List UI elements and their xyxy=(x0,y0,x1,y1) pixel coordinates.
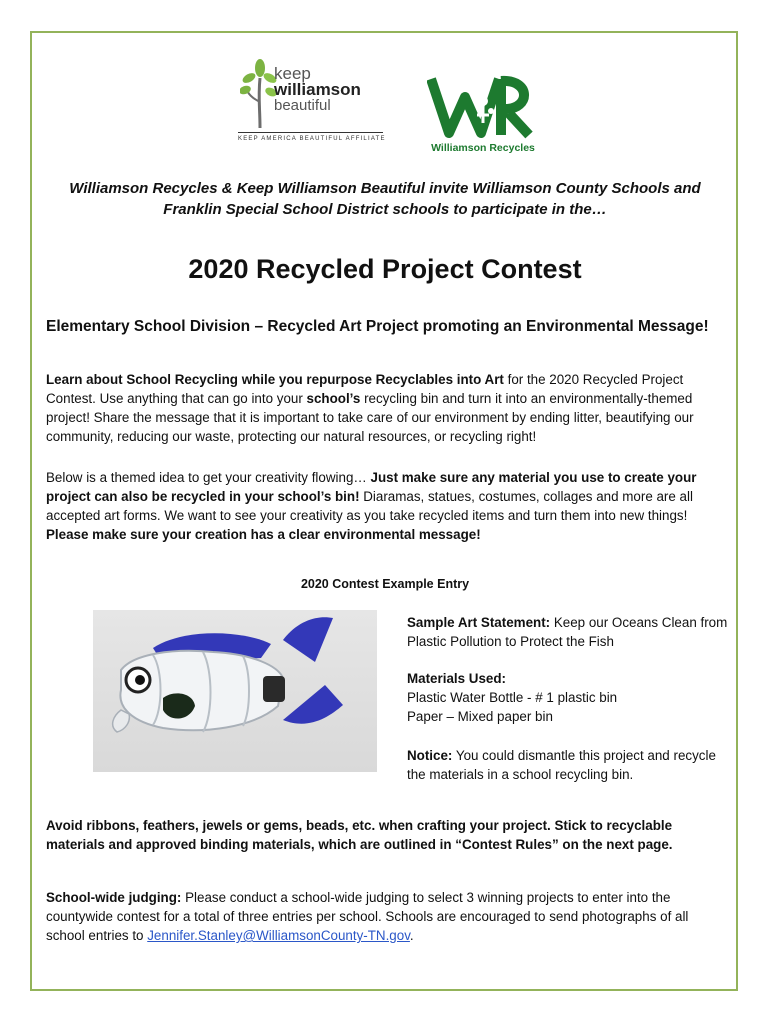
learn-lead: Learn about School Recycling while you repurpose Recyclables into Art xyxy=(46,372,504,387)
art-statement xyxy=(407,613,737,651)
kwb-divider xyxy=(238,132,383,133)
wr-label: Williamson Recycles xyxy=(431,142,535,154)
judging-paragraph xyxy=(46,888,730,945)
paragraph-creativity xyxy=(46,468,730,544)
kwb-beautiful: beautiful xyxy=(274,97,331,114)
williamson-recycles-logo xyxy=(427,71,539,159)
bottle-fish-icon xyxy=(93,610,377,772)
kwb-affiliate: KEEP AMERICA BEAUTIFUL AFFILIATE xyxy=(238,136,386,142)
creativity-text-b: Diaramas, statues, costumes, collages and more are all accepted art forms. We want to see your creativity as you take recycled items and turn them into new things! xyxy=(46,489,693,523)
division-heading: Elementary School Division – Recycled Art Project promoting an Environmental Message! xyxy=(46,318,709,335)
logo-bar xyxy=(0,58,770,158)
creativity-text-a: Below is a themed idea to get your creativity flowing… xyxy=(46,470,371,485)
learn-text-b: recycling bin and turn it into an environmentally-themed project! Share the message that it is important to take care of our environment by ending litter, beautifying our community, reducing our waste, protecting our natural resources, or recycling right! xyxy=(46,391,694,444)
example-title: 2020 Contest Example Entry xyxy=(300,577,470,591)
notice-label: Notice: xyxy=(407,748,453,763)
material-item: Paper – Mixed paper bin xyxy=(407,709,553,724)
creativity-bold-a: Just make sure any material you use to create your project can also be recycled in your school’s bin! xyxy=(46,470,697,504)
kwb-keep: keep xyxy=(274,64,311,83)
page-title: 2020 Recycled Project Contest xyxy=(188,254,582,284)
judging-label: School-wide judging: xyxy=(46,890,182,905)
paragraph-learn xyxy=(46,370,730,446)
statement-text: Keep our Oceans Clean from Plastic Pollution to Protect the Fish xyxy=(407,615,728,649)
kwb-williamson: williamson xyxy=(274,80,361,99)
intro-line-1: Williamson Recycles & Keep Williamson Beautiful invite Williamson County Schools and xyxy=(69,180,701,197)
notice-text: You could dismantle this project and recycle the materials in a school recycling bin. xyxy=(407,748,716,782)
creativity-bold-b: Please make sure your creation has a clear environmental message! xyxy=(46,527,481,542)
avoid-materials-note: Avoid ribbons, feathers, jewels or gems, beads, etc. when crafting your project. Stick to recyclable materials and approved binding materials, which are outlined in “Contest Rules” on the next page. xyxy=(46,818,673,852)
material-item: Plastic Water Bottle - # 1 plastic bin xyxy=(407,690,618,705)
intro-text xyxy=(40,178,730,220)
learn-school: school’s xyxy=(306,391,361,406)
intro-line-2: Franklin Special School District schools to participate in the… xyxy=(163,201,607,218)
contact-email-link[interactable]: Jennifer.Stanley@WilliamsonCounty-TN.gov xyxy=(147,928,410,943)
notice xyxy=(407,746,737,784)
learn-text-a: for the 2020 Recycled Project Contest. Use anything that can go into your xyxy=(46,372,684,406)
statement-label: Sample Art Statement: xyxy=(407,615,551,630)
materials-label: Materials Used: xyxy=(407,671,506,686)
judging-end: . xyxy=(409,928,414,943)
judging-text: Please conduct a school-wide judging to select 3 winning projects to enter into the countywide contest for a total of three entries per school. Schools are encouraged to send photographs of all school entries to xyxy=(46,890,689,943)
keep-williamson-beautiful-logo xyxy=(238,58,388,144)
materials-used xyxy=(407,669,737,726)
example-fish-photo xyxy=(93,610,377,772)
wr-emblem-icon xyxy=(427,71,539,141)
